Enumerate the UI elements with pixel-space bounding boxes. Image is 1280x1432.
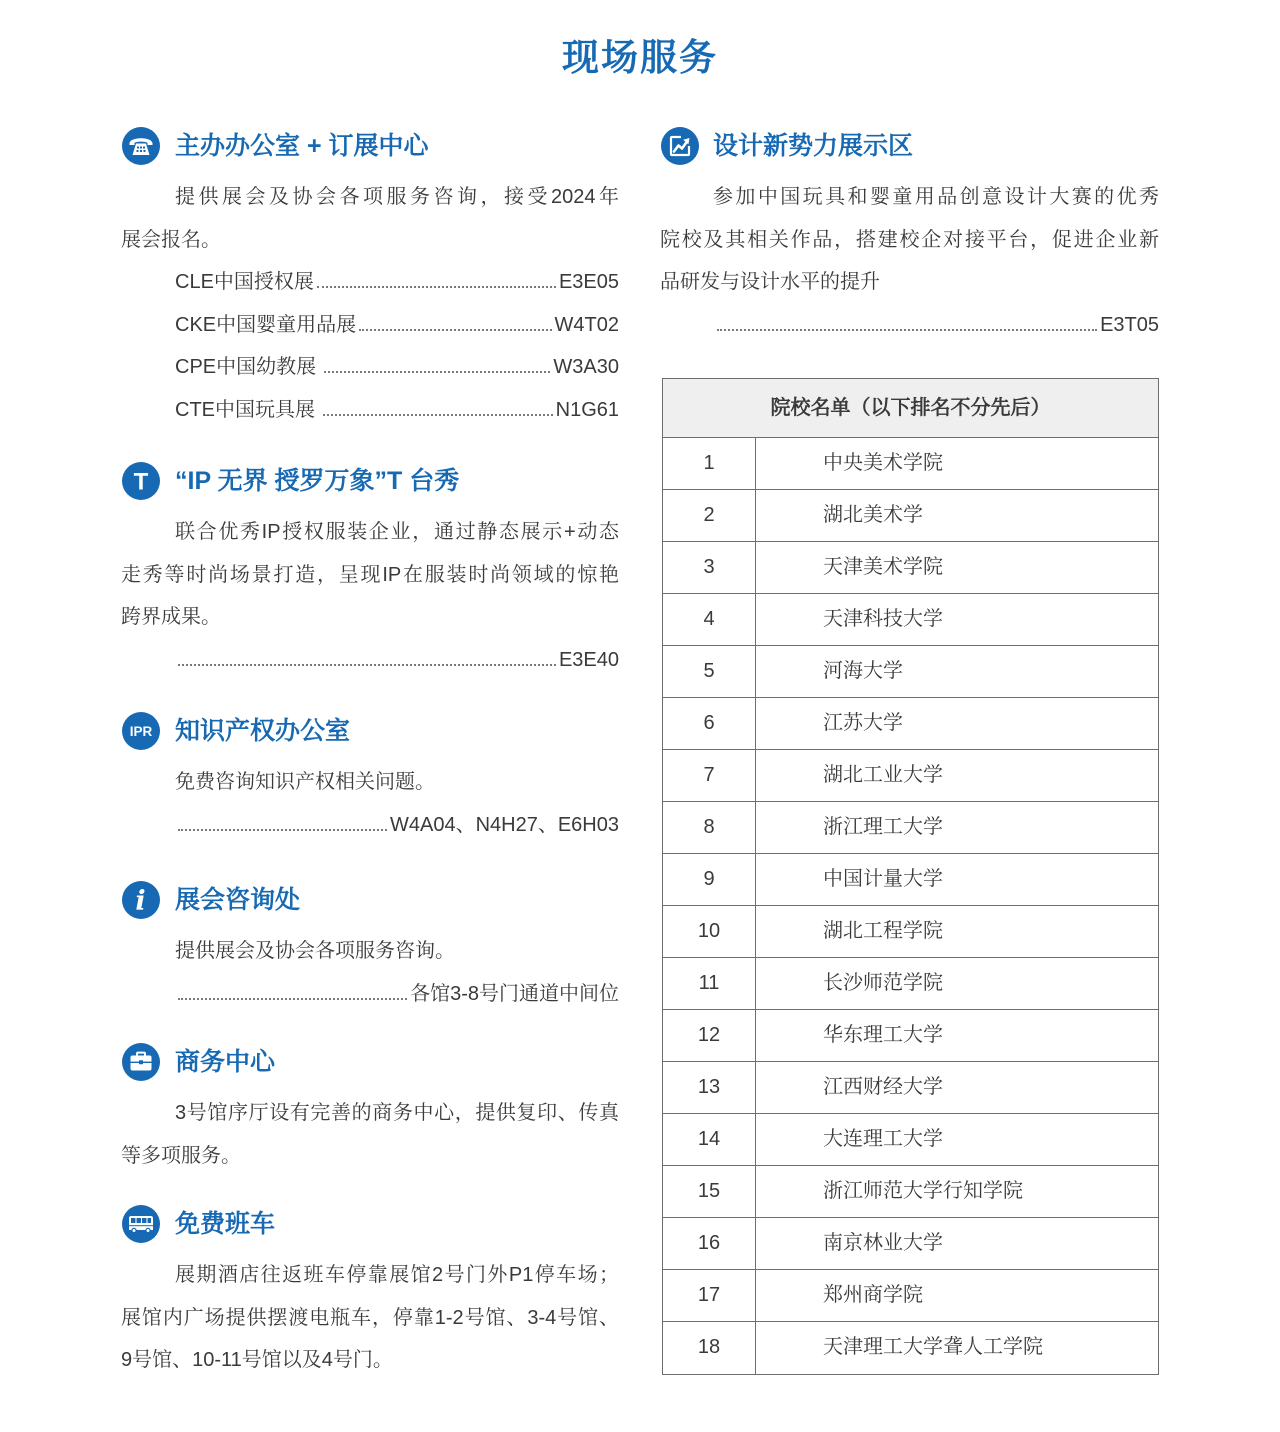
table-row — [663, 1322, 1158, 1374]
paragraph-line: 提供展会及协会各项服务咨询。 — [175, 940, 455, 962]
school-name: 湖北美术学 — [823, 504, 923, 526]
school-name: 南京林业大学 — [823, 1232, 943, 1254]
table-row — [663, 1114, 1158, 1166]
location-row — [121, 389, 619, 432]
paragraph-line: 免费咨询知识产权相关问题。 — [175, 771, 435, 793]
location-value: E3E40 — [558, 648, 619, 671]
section-heading-row — [121, 1204, 619, 1244]
table-header: 院校名单（以下排名不分先后） — [663, 379, 1158, 438]
location-label: CTE中国玩具展 — [175, 398, 315, 421]
table-row — [663, 490, 1158, 542]
dot-leader — [323, 414, 553, 416]
section-body — [121, 761, 619, 846]
page-title: 现场服务 — [562, 37, 718, 78]
paragraph-line: 联合优秀IP授权服装企业，通过静态展示+动态 — [175, 521, 619, 543]
dot-leader — [178, 998, 407, 1000]
info-icon — [122, 881, 160, 919]
paragraph-line: 提供展会及协会各项服务咨询，接受2024年 — [175, 186, 619, 208]
section-heading-row — [660, 126, 1159, 166]
school-name: 湖北工业大学 — [823, 764, 943, 786]
section-heading: “IP 无界 授罗万象”T 台秀 — [175, 467, 460, 495]
school-name: 湖北工程学院 — [823, 920, 943, 942]
school-table — [662, 378, 1159, 1375]
row-number: 16 — [663, 1218, 756, 1269]
location-value: W4T02 — [554, 313, 619, 336]
dot-leader — [324, 371, 550, 373]
school-name: 江苏大学 — [823, 712, 903, 734]
dot-leader — [359, 329, 551, 331]
section-business-center — [121, 1042, 619, 1177]
section-heading-row — [121, 1042, 619, 1082]
dot-leader — [178, 664, 556, 666]
table-row — [663, 594, 1158, 646]
location-value: W4A04、N4H27、E6H03 — [390, 813, 619, 836]
row-number: 3 — [663, 542, 756, 593]
location-value: E3T05 — [1100, 313, 1159, 336]
row-number: 2 — [663, 490, 756, 541]
section-design-showcase — [660, 126, 1159, 346]
school-name: 江西财经大学 — [823, 1076, 943, 1098]
letter-t-icon — [122, 462, 160, 500]
school-name: 浙江师范大学行知学院 — [823, 1180, 1023, 1202]
section-heading-row — [121, 461, 619, 501]
paragraph-line: 3号馆序厅设有完善的商务中心，提供复印、传真 — [175, 1102, 619, 1124]
row-number: 10 — [663, 906, 756, 957]
section-heading: 知识产权办公室 — [175, 717, 351, 745]
location-label: CKE中国婴童用品展 — [175, 313, 357, 336]
paragraph-line: 展期酒店往返班车停靠展馆2号门外P1停车场； — [175, 1264, 619, 1286]
row-number: 18 — [663, 1322, 756, 1374]
telephone-icon — [122, 127, 160, 165]
school-name: 郑州商学院 — [823, 1284, 923, 1306]
school-name: 华东理工大学 — [823, 1024, 943, 1046]
table-row — [663, 906, 1158, 958]
table-row — [663, 698, 1158, 750]
location-value: 各馆3-8号门通道中间位 — [410, 982, 619, 1005]
section-heading-row — [121, 711, 619, 751]
table-row — [663, 854, 1158, 906]
row-number: 14 — [663, 1114, 756, 1165]
ipr-icon — [122, 712, 160, 750]
paragraph-line: 展会报名。 — [121, 228, 221, 251]
location-label: CPE中国幼教展 — [175, 356, 317, 379]
location-row — [660, 304, 1159, 347]
section-body — [660, 176, 1159, 346]
section-body — [121, 1254, 619, 1382]
paragraph-line: 等多项服务。 — [121, 1144, 241, 1167]
section-body — [121, 930, 619, 1015]
briefcase-icon — [122, 1043, 160, 1081]
section-heading: 主办办公室 + 订展中心 — [175, 132, 429, 160]
school-name: 大连理工大学 — [823, 1128, 943, 1150]
section-body — [121, 176, 619, 432]
row-number: 7 — [663, 750, 756, 801]
row-number: 11 — [663, 958, 756, 1009]
location-row — [121, 346, 619, 389]
paragraph-line: 9号馆、10-11号馆以及4号门。 — [121, 1349, 393, 1372]
table-row — [663, 646, 1158, 698]
row-number: 13 — [663, 1062, 756, 1113]
school-name: 河海大学 — [823, 660, 903, 682]
paragraph-line: 走秀等时尚场景打造，呈现IP在服装时尚领域的惊艳 — [121, 563, 619, 586]
location-value: E3E05 — [558, 271, 619, 294]
section-heading: 设计新势力展示区 — [713, 132, 914, 160]
dot-leader — [178, 829, 387, 831]
location-row — [121, 304, 619, 347]
section-info-desk — [121, 880, 619, 1015]
dot-leader — [717, 329, 1097, 331]
table-row — [663, 438, 1158, 490]
section-ip-office — [121, 711, 619, 846]
row-number: 5 — [663, 646, 756, 697]
school-name: 天津科技大学 — [823, 608, 943, 630]
row-number: 6 — [663, 698, 756, 749]
section-heading-row — [121, 880, 619, 920]
table-row — [663, 1062, 1158, 1114]
table-row — [663, 750, 1158, 802]
row-number: 8 — [663, 802, 756, 853]
school-name: 天津理工大学聋人工学院 — [823, 1336, 1043, 1358]
school-name: 浙江理工大学 — [823, 816, 943, 838]
table-row — [663, 1218, 1158, 1270]
location-row — [121, 973, 619, 1016]
section-heading: 免费班车 — [175, 1210, 276, 1238]
school-name: 天津美术学院 — [823, 556, 943, 578]
table-row — [663, 1270, 1158, 1322]
table-row — [663, 1010, 1158, 1062]
table-row — [663, 958, 1158, 1010]
section-body — [121, 511, 619, 681]
section-heading-row — [121, 126, 619, 166]
section-body — [121, 1092, 619, 1177]
dot-leader — [317, 286, 556, 288]
row-number: 17 — [663, 1270, 756, 1321]
table-row — [663, 802, 1158, 854]
paragraph-line: 院校及其相关作品，搭建校企对接平台，促进企业新 — [660, 228, 1159, 251]
section-organizer-office — [121, 126, 619, 432]
row-number: 4 — [663, 594, 756, 645]
school-name: 长沙师范学院 — [823, 972, 943, 994]
section-shuttle-bus — [121, 1204, 619, 1382]
bus-icon — [122, 1205, 160, 1243]
row-number: 15 — [663, 1166, 756, 1217]
location-label: CLE中国授权展 — [175, 271, 314, 294]
icon-letter: i — [135, 885, 146, 917]
school-name: 中央美术学院 — [823, 452, 943, 474]
table-row — [663, 542, 1158, 594]
paragraph-line: 参加中国玩具和婴童用品创意设计大赛的优秀 — [713, 186, 1159, 208]
location-row — [121, 261, 619, 304]
section-t-show — [121, 461, 619, 681]
row-number: 1 — [663, 438, 756, 489]
paragraph-line: 品研发与设计水平的提升 — [660, 271, 880, 294]
location-row — [121, 804, 619, 847]
section-heading: 商务中心 — [175, 1048, 276, 1076]
section-heading: 展会咨询处 — [175, 886, 301, 914]
icon-letters: IPR — [129, 723, 153, 739]
row-number: 9 — [663, 854, 756, 905]
location-value: W3A30 — [553, 356, 619, 379]
location-row — [121, 639, 619, 682]
school-name: 中国计量大学 — [823, 868, 943, 890]
paragraph-line: 展馆内广场提供摆渡电瓶车，停靠1-2号馆、3-4号馆、 — [121, 1306, 619, 1329]
trend-chart-icon — [661, 127, 699, 165]
location-value: N1G61 — [555, 398, 619, 421]
table-row — [663, 1166, 1158, 1218]
row-number: 12 — [663, 1010, 756, 1061]
icon-letter: T — [133, 468, 149, 496]
paragraph-line: 跨界成果。 — [121, 606, 221, 629]
